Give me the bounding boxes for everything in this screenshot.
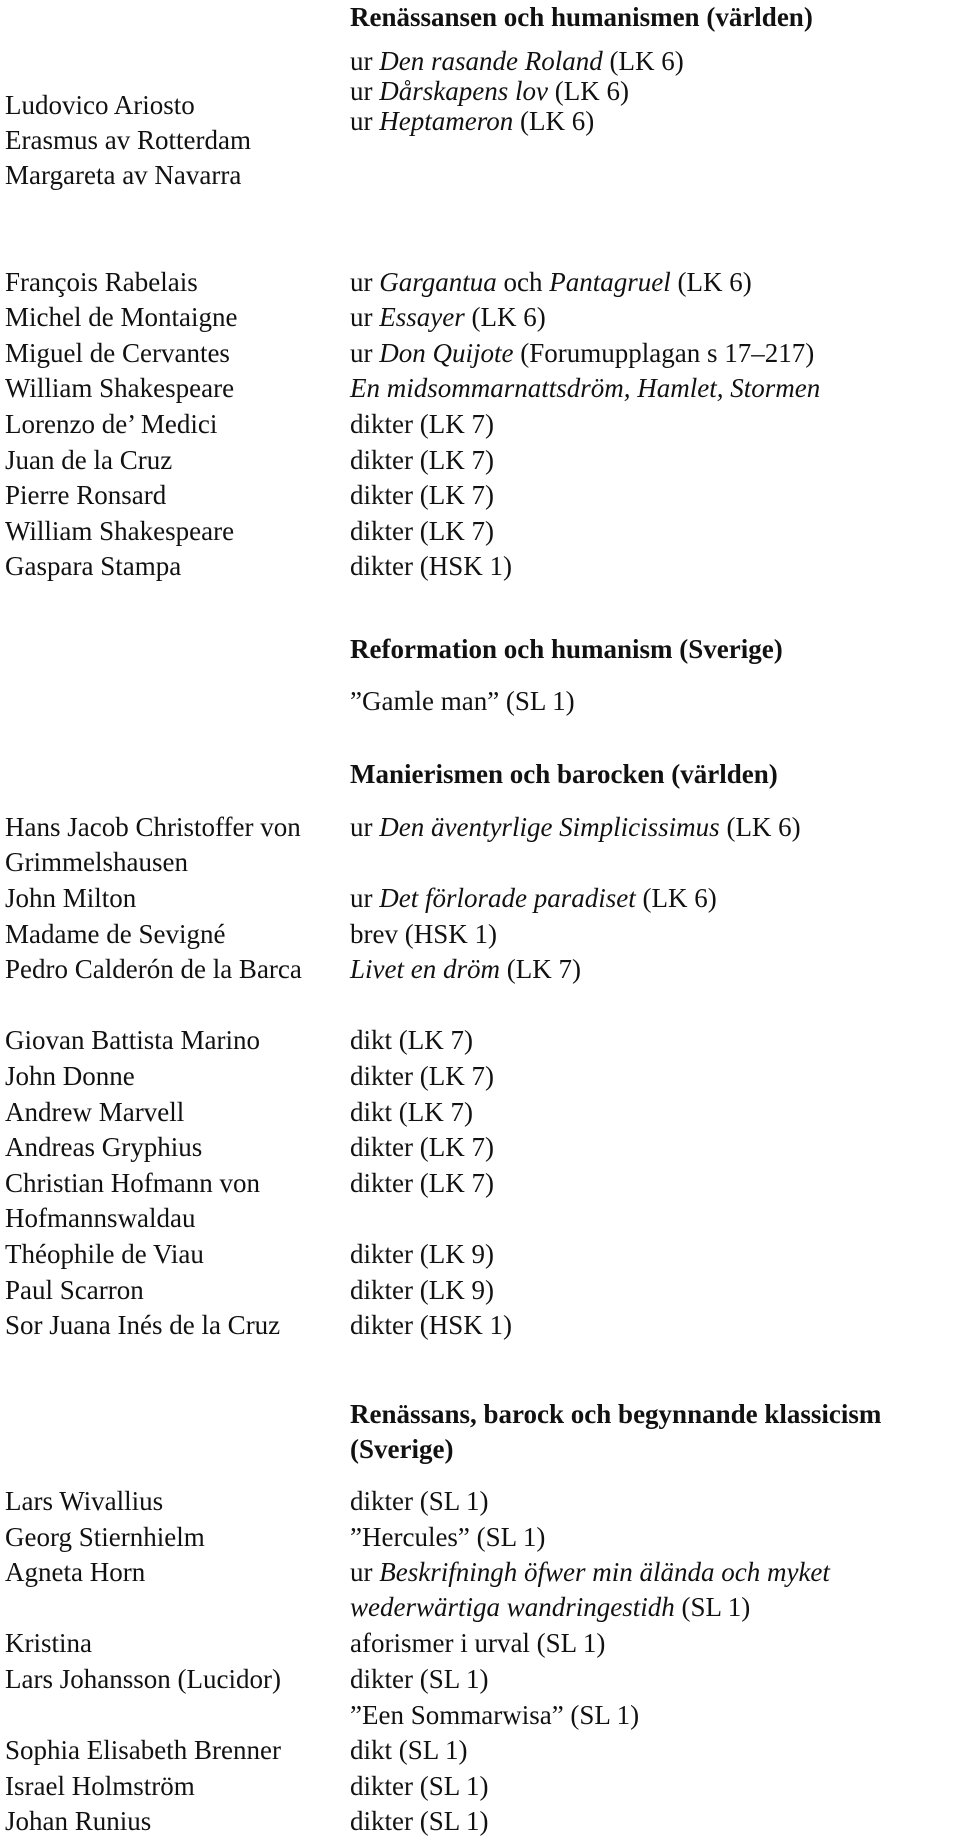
author-name: Andreas Gryphius	[5, 1132, 203, 1162]
work-text-segment: Det förlorade paradiset	[379, 883, 636, 913]
work-text-segment: dikter (HSK 1)	[350, 551, 512, 581]
author-name: Juan de la Cruz	[5, 445, 173, 475]
work-title	[350, 1095, 955, 1130]
work-text-segment: (LK 6)	[547, 76, 629, 106]
work-text-segment: ”Gamle man” (SL 1)	[350, 686, 575, 716]
author-name: Erasmus av Rotterdam	[5, 125, 251, 155]
work-text-segment: ”Een Sommarwisa” (SL 1)	[350, 1700, 640, 1730]
work-text-segment: dikter (SL 1)	[350, 1664, 489, 1694]
author-name: Kristina	[5, 1628, 92, 1658]
work-title	[350, 1023, 955, 1058]
author-name: Théophile de Viau	[5, 1239, 204, 1269]
work-title	[350, 810, 955, 845]
work-text-segment: ur	[350, 338, 380, 368]
work-text-segment: brev (HSK 1)	[350, 919, 497, 949]
work-title	[350, 1130, 955, 1165]
work-title	[350, 1484, 955, 1519]
work-text-segment: dikter (HSK 1)	[350, 1310, 512, 1340]
section-heading: Renässans, barock och begynnande klassicism (Sverige)	[350, 1399, 882, 1464]
author-name: Georg Stiernhielm	[5, 1522, 205, 1552]
work-title	[350, 549, 955, 584]
author-name: Michel de Montaigne	[5, 302, 238, 332]
author-name: William Shakespeare	[5, 373, 235, 403]
work-title	[350, 443, 955, 478]
work-text-segment: ur	[350, 267, 380, 297]
author-name: William Shakespeare	[5, 516, 235, 546]
work-text-segment: Essayer	[379, 302, 465, 332]
work-text-segment: dikt (LK 7)	[350, 1097, 473, 1127]
work-title	[350, 1273, 955, 1308]
author-name: François Rabelais	[5, 267, 198, 297]
work-text-segment: dikter (SL 1)	[350, 1771, 489, 1801]
author-name: Miguel de Cervantes	[5, 338, 230, 368]
work-title	[350, 1520, 955, 1555]
work-title	[350, 1308, 955, 1343]
author-name: Madame de Sevigné	[5, 919, 226, 949]
work-title	[350, 1626, 955, 1661]
author-name: Giovan Battista Marino	[5, 1025, 260, 1055]
work-text-segment: dikt (LK 7)	[350, 1025, 473, 1055]
work-text-segment: Den äventyrlige Simplicissimus	[379, 812, 720, 842]
work-title	[350, 104, 955, 139]
work-text-segment: Don Quijote	[379, 338, 514, 368]
author-name: Ludovico Ariosto	[5, 90, 195, 120]
work-title	[350, 478, 955, 513]
work-title	[350, 1555, 955, 1625]
work-title	[350, 1059, 955, 1094]
author-name: Paul Scarron	[5, 1275, 144, 1305]
work-text-segment: (LK 6)	[719, 812, 801, 842]
work-title	[350, 952, 955, 987]
work-text-segment: dikter (LK 7)	[350, 480, 494, 510]
author-name: Lars Johansson (Lucidor)	[5, 1664, 281, 1694]
work-title	[350, 1804, 955, 1839]
work-text-segment: (SL 1)	[674, 1592, 751, 1622]
work-title	[350, 1733, 955, 1768]
work-text-segment: (Forumupplagan s 17–217)	[513, 338, 815, 368]
work-text-segment: dikter (LK 7)	[350, 1061, 494, 1091]
work-text-segment: ur	[350, 46, 380, 76]
work-title	[350, 1698, 955, 1733]
work-text-segment: (LK 6)	[513, 106, 595, 136]
work-text-segment: dikter (LK 7)	[350, 1168, 494, 1198]
work-text-segment: ur	[350, 106, 380, 136]
work-text-segment: dikter (LK 7)	[350, 516, 494, 546]
work-text-segment: dikt (SL 1)	[350, 1735, 468, 1765]
author-name: Margareta av Navarra	[5, 160, 242, 190]
work-text-segment: (LK 6)	[602, 46, 684, 76]
work-text-segment: Dårskapens lov	[379, 76, 548, 106]
work-text-segment: (LK 6)	[635, 883, 717, 913]
section-heading: Reformation och humanism (Sverige)	[350, 634, 783, 664]
work-text-segment: ur	[350, 76, 380, 106]
work-text-segment: dikter (SL 1)	[350, 1806, 489, 1836]
work-text-segment: dikter (LK 7)	[350, 445, 494, 475]
author-name: Johan Runius	[5, 1806, 152, 1836]
work-text-segment: ur	[350, 812, 380, 842]
work-title	[350, 1237, 955, 1272]
work-title	[350, 265, 955, 300]
author-name: John Milton	[5, 883, 137, 913]
work-text-segment: Heptameron	[379, 106, 514, 136]
work-text-segment: ”Hercules” (SL 1)	[350, 1522, 546, 1552]
author-name: Sor Juana Inés de la Cruz	[5, 1310, 281, 1340]
author-name: Hans Jacob Christoffer von Grimmelshausen	[5, 812, 301, 877]
work-text-segment: dikter (SL 1)	[350, 1486, 489, 1516]
work-title	[350, 336, 955, 371]
section-heading: Renässansen och humanismen (världen)	[350, 2, 813, 32]
author-name: Lars Wivallius	[5, 1486, 164, 1516]
section-heading: Manierismen och barocken (världen)	[350, 759, 778, 789]
work-title	[350, 1662, 955, 1697]
work-text-segment: Den rasande Roland	[379, 46, 603, 76]
work-text-segment: ur	[350, 1557, 380, 1587]
work-title	[350, 1769, 955, 1804]
work-text-segment: aforismer i urval (SL 1)	[350, 1628, 606, 1658]
work-title	[350, 407, 955, 442]
work-title	[350, 514, 955, 549]
author-name: Sophia Elisabeth Brenner	[5, 1735, 281, 1765]
author-name: Christian Hofmann von Hofmannswaldau	[5, 1168, 260, 1233]
author-name: Agneta Horn	[5, 1557, 146, 1587]
work-text-segment: (LK 6)	[464, 302, 546, 332]
author-name: Pierre Ronsard	[5, 480, 167, 510]
work-title	[350, 881, 955, 916]
work-text-segment: dikter (LK 9)	[350, 1239, 494, 1269]
work-title	[350, 300, 955, 335]
author-name: Andrew Marvell	[5, 1097, 185, 1127]
work-text-segment: Pantagruel	[549, 267, 671, 297]
work-text-segment: Gargantua	[379, 267, 497, 297]
work-text-segment: dikter (LK 7)	[350, 1132, 494, 1162]
work-text-segment: dikter (LK 7)	[350, 409, 494, 439]
work-title	[350, 684, 955, 719]
work-title	[350, 917, 955, 952]
work-text-segment: och	[496, 267, 550, 297]
work-text-segment: ur	[350, 302, 380, 332]
work-title	[350, 371, 955, 406]
work-text-segment: ur	[350, 883, 380, 913]
work-title	[350, 1166, 955, 1201]
author-name: Lorenzo de’ Medici	[5, 409, 218, 439]
author-name: Gaspara Stampa	[5, 551, 182, 581]
work-text-segment: (LK 7)	[499, 954, 581, 984]
author-name: Pedro Calderón de la Barca	[5, 954, 302, 984]
author-name: Israel Holmström	[5, 1771, 195, 1801]
author-name: John Donne	[5, 1061, 135, 1091]
work-text-segment: (LK 6)	[670, 267, 752, 297]
work-text-segment: En midsommarnattsdröm, Hamlet, Stormen	[350, 373, 821, 403]
work-text-segment: Livet en dröm	[350, 954, 500, 984]
work-text-segment: Beskrifningh öfwer min äländа och myket wederwärtiga wandringestidh	[350, 1557, 830, 1622]
work-text-segment: dikter (LK 9)	[350, 1275, 494, 1305]
